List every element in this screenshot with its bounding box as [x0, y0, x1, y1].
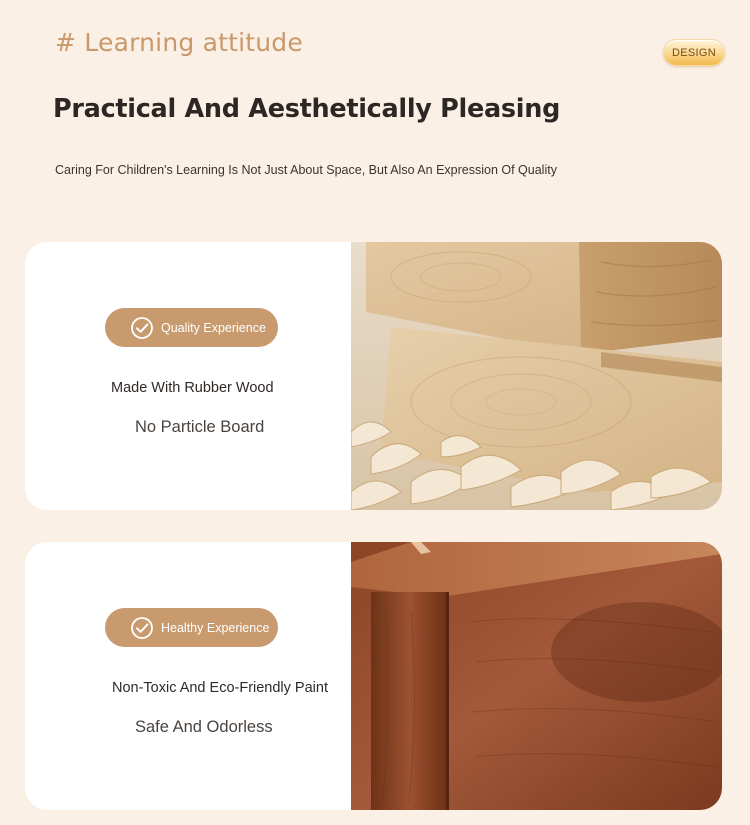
quality-experience-pill	[105, 308, 278, 347]
feature-paint: Non-Toxic And Eco-Friendly Paint	[112, 680, 328, 696]
design-badge: DESIGN	[663, 39, 725, 66]
check-circle-icon	[130, 616, 154, 640]
feature-card-quality	[25, 242, 722, 510]
feature-claim: No Particle Board	[135, 418, 265, 436]
rubber-wood-photo	[351, 242, 722, 510]
check-circle-icon	[130, 316, 154, 340]
feature-material: Made With Rubber Wood	[111, 380, 274, 396]
healthy-experience-pill	[105, 608, 278, 647]
feature-card-health	[25, 542, 722, 810]
page-subtitle: Caring For Children's Learning Is Not Just About Space, But Also An Expression Of Quality	[55, 163, 557, 177]
section-tagline: # Learning attitude	[55, 28, 303, 57]
pill-label: Healthy Experience	[161, 620, 270, 635]
pill-label: Quality Experience	[161, 320, 266, 335]
page-title: Practical And Aesthetically Pleasing	[53, 94, 561, 124]
feature-claim: Safe And Odorless	[135, 718, 273, 736]
painted-wood-photo	[351, 542, 722, 810]
